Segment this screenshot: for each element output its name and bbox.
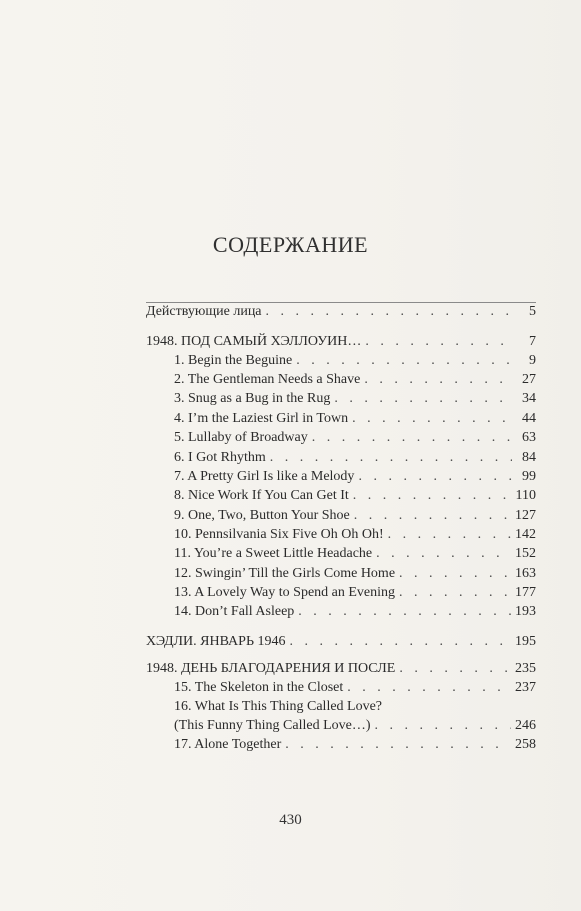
toc-entry-page: 195 [515, 634, 536, 649]
leader-dots [399, 585, 511, 601]
toc-chapter [146, 372, 536, 392]
toc-entry-page: 237 [515, 680, 536, 695]
toc-entry-label: ХЭДЛИ. ЯНВАРЬ 1946 [146, 634, 286, 649]
toc-entry-label: 8. Nice Work If You Can Get It [174, 488, 349, 503]
toc-chapter [146, 546, 536, 566]
toc-entry-label: 9. One, Two, Button Your Shoe [174, 508, 350, 523]
leader-dots [376, 546, 511, 562]
toc-entry-page: 5 [529, 304, 536, 319]
toc-chapter [146, 430, 536, 450]
page-title: СОДЕРЖАНИЕ [212, 232, 369, 257]
toc-entry-page: 7 [529, 334, 536, 349]
toc-entry-label: 13. A Lovely Way to Spend an Evening [174, 585, 396, 600]
toc-entry-page: 34 [522, 391, 536, 406]
toc-chapter [146, 737, 536, 757]
toc-entry-page: 246 [515, 718, 536, 733]
toc-entry-label: 6. I Got Rhythm [174, 450, 266, 465]
toc-entry-label: 5. Lullaby of Broadway [174, 430, 308, 445]
toc-chapter [146, 391, 536, 411]
toc-entry-label: 1948. ДЕНЬ БЛАГОДАРЕНИЯ И ПОСЛЕ [146, 661, 396, 676]
toc-chapter [146, 353, 536, 373]
toc-entry-page: 99 [522, 469, 536, 484]
toc-chapter [146, 469, 536, 489]
leader-dots [290, 634, 512, 650]
toc-chapter [146, 604, 536, 624]
toc-entry-label: 2. The Gentleman Needs a Shave [174, 372, 361, 387]
toc-entry-label: 12. Swingin’ Till the Girls Come Home [174, 566, 396, 581]
toc-entry-page: 163 [515, 566, 536, 581]
leader-dots [312, 430, 512, 446]
toc-entry-page: 152 [515, 546, 536, 561]
toc-entry-label: 1948. ПОД САМЫЙ ХЭЛЛОУИН… [146, 334, 362, 349]
toc-chapter [146, 527, 536, 547]
toc-entry-label: 16. What Is This Thing Called Love? [174, 699, 383, 714]
leader-dots [285, 737, 511, 753]
toc-chapter [146, 680, 536, 700]
toc-entry-label: 15. The Skeleton in the Closet [174, 680, 344, 695]
toc-entry-label: 10. Pennsilvania Six Five Oh Oh Oh! [174, 527, 384, 542]
divider [146, 302, 536, 303]
leader-dots [364, 372, 512, 388]
toc-entry [146, 304, 536, 324]
toc-entry-page: 258 [515, 737, 536, 752]
toc-entry-label: 3. Snug as a Bug in the Rug [174, 391, 331, 406]
toc-entry-label: 14. Don’t Fall Asleep [174, 604, 295, 619]
leader-dots [334, 391, 512, 407]
toc-entry-page: 235 [515, 661, 536, 676]
leader-dots [347, 680, 511, 696]
toc-entry-label: Действующие лица [146, 304, 262, 319]
leader-dots [353, 488, 512, 504]
toc-section [146, 334, 536, 354]
leader-dots [375, 718, 512, 734]
toc-chapter [146, 699, 536, 719]
toc-section [146, 661, 536, 681]
toc-entry-label: 11. You’re a Sweet Little Headache [174, 546, 373, 561]
leader-dots [270, 450, 512, 466]
toc-entry-page: 9 [529, 353, 536, 368]
toc-entry-page: 127 [515, 508, 536, 523]
toc-entry-label: 7. A Pretty Girl Is like a Melody [174, 469, 355, 484]
toc-entry-page: 142 [515, 527, 536, 542]
leader-dots [365, 334, 512, 350]
leader-dots [399, 566, 511, 582]
toc-chapter [146, 488, 536, 508]
toc-chapter [146, 566, 536, 586]
leader-dots [266, 304, 512, 320]
toc-entry-label: 1. Begin the Beguine [174, 353, 293, 368]
toc-chapter [146, 411, 536, 431]
toc-entry-label: 4. I’m the Laziest Girl in Town [174, 411, 349, 426]
leader-dots [296, 353, 512, 369]
leader-dots [352, 411, 512, 427]
leader-dots [358, 469, 512, 485]
toc-entry-label: (This Funny Thing Called Love…) [174, 718, 371, 733]
toc-chapter [146, 718, 536, 738]
toc-entry-page: 177 [515, 585, 536, 600]
leader-dots [354, 508, 511, 524]
toc-section [146, 634, 536, 654]
toc-entry-page: 44 [522, 411, 536, 426]
toc-chapter [146, 585, 536, 605]
toc-entry-label: 17. Alone Together [174, 737, 282, 752]
toc-chapter [146, 508, 536, 528]
toc-entry-page: 110 [515, 488, 536, 503]
leader-dots [388, 527, 511, 543]
leader-dots [298, 604, 511, 620]
toc-entry-page: 27 [522, 372, 536, 387]
page-number: 430 [279, 812, 302, 828]
toc-chapter [146, 450, 536, 470]
leader-dots [399, 661, 511, 677]
toc-entry-page: 84 [522, 450, 536, 465]
toc-entry-page: 193 [515, 604, 536, 619]
toc-entry-page: 63 [522, 430, 536, 445]
